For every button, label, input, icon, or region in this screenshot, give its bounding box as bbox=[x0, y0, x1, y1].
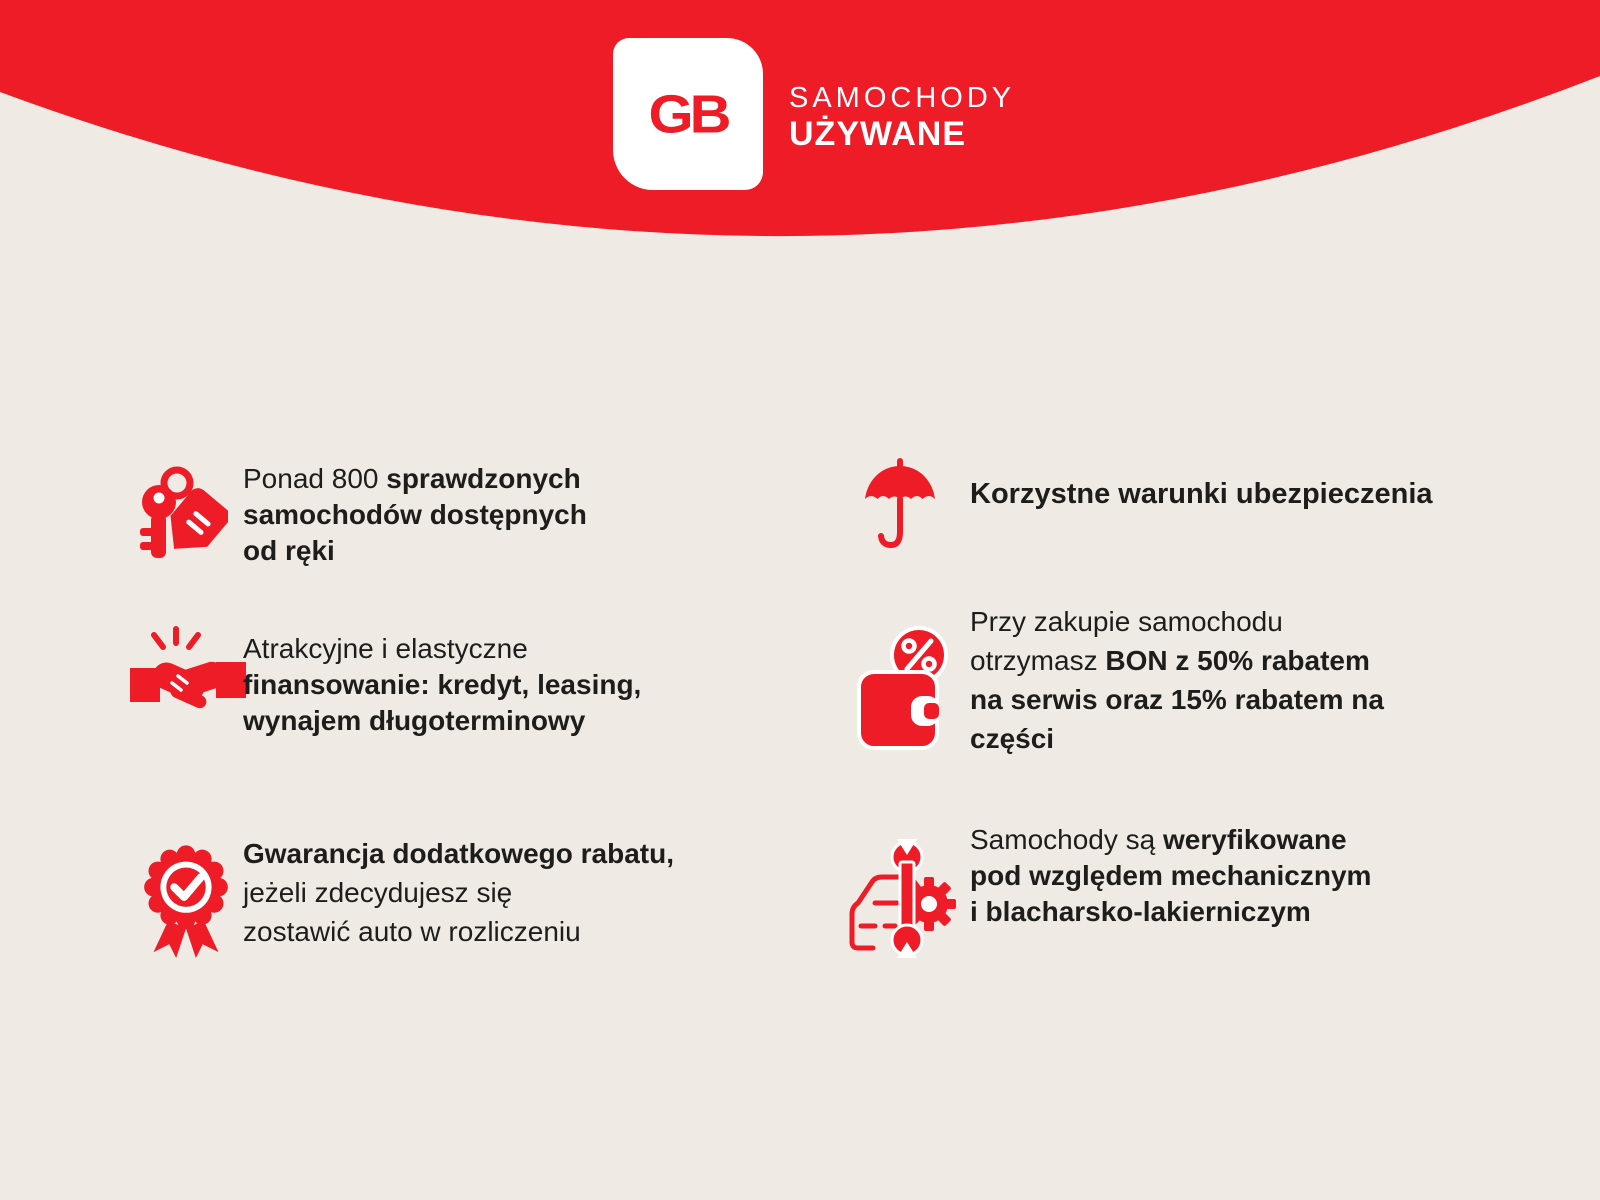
feature-text-segment: pod względem mechanicznym bbox=[970, 860, 1372, 891]
feature-line bbox=[970, 858, 1371, 894]
feature-text-segment: części bbox=[970, 723, 1055, 754]
feature-line bbox=[970, 894, 1371, 930]
feature-line bbox=[243, 873, 674, 912]
feature-text bbox=[243, 834, 674, 951]
header-curve bbox=[0, 0, 1600, 400]
feature-line bbox=[243, 497, 587, 533]
wordmark-line-1: SAMOCHODY bbox=[789, 82, 1016, 114]
feature-line bbox=[970, 719, 1384, 758]
feature-text-segment: weryfikowane bbox=[1163, 824, 1347, 855]
feature-text-segment: jeżeli zdecydujesz się bbox=[243, 877, 513, 908]
feature-text-segment: od ręki bbox=[243, 535, 335, 566]
feature-text-segment: Ponad 800 bbox=[243, 463, 387, 494]
handshake-icon bbox=[130, 624, 246, 728]
award-badge-icon bbox=[138, 834, 234, 962]
umbrella-icon bbox=[860, 458, 940, 552]
feature-text bbox=[970, 477, 1433, 511]
feature-line bbox=[243, 912, 674, 951]
feature-line bbox=[970, 602, 1384, 641]
feature-text-segment: Gwarancja dodatkowego rabatu, bbox=[243, 838, 674, 869]
feature-text bbox=[970, 602, 1384, 758]
feature-line bbox=[243, 533, 587, 569]
feature-line bbox=[243, 461, 587, 497]
feature-text bbox=[243, 631, 641, 739]
feature-text-segment: finansowanie: kredyt, leasing, bbox=[243, 669, 642, 700]
feature-text-segment: otrzymasz bbox=[970, 645, 1106, 676]
feature-text-segment: i blacharsko-lakierniczym bbox=[970, 896, 1311, 927]
feature-text-segment: Atrakcyjne i elastyczne bbox=[243, 633, 528, 664]
wordmark-line-2: UŻYWANE bbox=[789, 115, 966, 153]
feature-line bbox=[243, 834, 674, 873]
feature-text-segment: na serwis oraz 15% rabatem na bbox=[970, 684, 1384, 715]
feature-text bbox=[243, 461, 587, 569]
feature-text-segment: Przy zakupie samochodu bbox=[970, 606, 1283, 637]
feature-text-segment: BON z 50% rabatem bbox=[1105, 645, 1370, 676]
feature-line bbox=[970, 680, 1384, 719]
feature-line bbox=[243, 631, 641, 667]
feature-text-segment: Korzystne warunki ubezpieczenia bbox=[970, 478, 1433, 510]
feature-line bbox=[970, 477, 1433, 511]
brand-wordmark bbox=[789, 82, 1015, 152]
feature-line bbox=[970, 822, 1371, 858]
brand-monogram: GB bbox=[648, 84, 728, 144]
car-service-icon bbox=[845, 838, 957, 960]
brand-logo bbox=[613, 38, 763, 190]
feature-line bbox=[243, 703, 641, 739]
feature-text-segment: zostawić auto w rozliczeniu bbox=[243, 916, 581, 947]
feature-text bbox=[970, 822, 1371, 930]
wallet-discount-icon bbox=[855, 624, 955, 752]
feature-text-segment: Samochody są bbox=[970, 824, 1163, 855]
feature-line bbox=[243, 667, 641, 703]
feature-text-segment: sprawdzonych bbox=[386, 463, 581, 494]
feature-line bbox=[970, 641, 1384, 680]
key-tag-icon bbox=[136, 462, 228, 564]
feature-text-segment: wynajem długoterminowy bbox=[243, 705, 586, 736]
feature-text-segment: samochodów dostępnych bbox=[243, 499, 587, 530]
